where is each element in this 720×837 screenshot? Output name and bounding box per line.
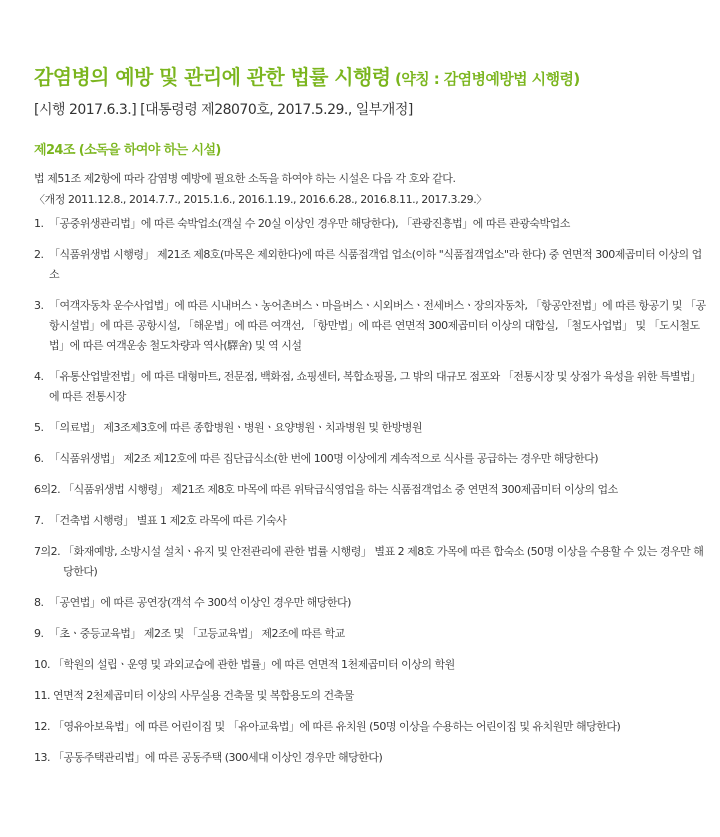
- law-title: [34, 64, 714, 92]
- article-item: [34, 542, 710, 582]
- article-item: [34, 418, 710, 438]
- article-item-text: 연면적 2천제곱미터 이상의 사무실용 건축물 및 복합용도의 건축물: [53, 689, 354, 702]
- article-item-text: 「공동주택관리법」에 따른 공동주택 (300세대 이상인 경우만 해당한다): [53, 751, 383, 764]
- article-item: [34, 686, 710, 706]
- law-history: [시행 2017.6.3.] [대통령령 제28070호, 2017.5.29., 일부개정]: [34, 102, 413, 118]
- article-item-number: 7.: [34, 514, 44, 527]
- article-item-number: 11.: [34, 689, 50, 702]
- article-item: [34, 624, 710, 644]
- article-intro: [34, 168, 714, 210]
- article-item-text: 「공중위생관리법」에 따른 숙박업소(객실 수 20실 이상인 경우만 해당한다), 「관광진흥법」에 따른 관광숙박업소: [49, 217, 570, 230]
- article-item-text: 「의료법」 제3조제3호에 따른 종합병원ㆍ병원ㆍ요양병원ㆍ치과병원 및 한방병원: [49, 421, 423, 434]
- article-item-number: 13.: [34, 751, 50, 764]
- article-heading: 제24조 (소독을 하여야 하는 시설): [34, 143, 221, 158]
- article-item: [34, 593, 710, 613]
- article-intro-line: 법 제51조 제2항에 따라 감염병 예방에 필요한 소독을 하여야 하는 시설은 다음 각 호와 같다.: [34, 172, 456, 185]
- article-item-number: 1.: [34, 217, 44, 230]
- article-item-number: 6의2.: [34, 483, 61, 496]
- law-alias: (약칭 : 감염병예방법 시행령): [390, 70, 580, 88]
- article-item: [34, 511, 710, 531]
- article-item: [34, 367, 710, 407]
- article-item: [34, 748, 710, 768]
- article-item-number: 4.: [34, 370, 44, 383]
- article-item-number: 5.: [34, 421, 44, 434]
- article-item: [34, 245, 710, 285]
- article-item: [34, 449, 710, 469]
- article-item-text: 「학원의 설립ㆍ운영 및 과외교습에 관한 법률」에 따른 연면적 1천제곱미터 이상의 학원: [53, 658, 455, 671]
- article-item-text: 「영유아보육법」에 따른 어린이집 및 「유아교육법」에 따른 유치원 (50명 이상을 수용하는 어린이집 및 유치원만 해당한다): [53, 720, 621, 733]
- article-item-number: 2.: [34, 248, 44, 261]
- article-item-text: 「초ㆍ중등교육법」 제2조 및 「고등교육법」 제2조에 따른 학교: [49, 627, 345, 640]
- article-amendment-note: 〈개정 2011.12.8., 2014.7.7., 2015.1.6., 2016.1.19., 2016.6.28., 2016.8.11., 2017.3.29.〉: [34, 193, 487, 206]
- article-item: [34, 480, 710, 500]
- article-item: [34, 214, 710, 234]
- article-item-number: 6.: [34, 452, 44, 465]
- article-item-text: 「화재예방, 소방시설 설치ㆍ유지 및 안전관리에 관한 법률 시행령」 별표 2 제8호 가목에 따른 합숙소 (50명 이상을 수용할 수 있는 경우만 해당한다): [63, 545, 704, 578]
- article-item-number: 10.: [34, 658, 50, 671]
- article-item-text: 「공연법」에 따른 공연장(객석 수 300석 이상인 경우만 해당한다): [49, 596, 351, 609]
- article-item-text: 「식품위생법 시행령」 제21조 제8호(마목은 제외한다)에 따른 식품접객업 업소(이하 "식품접객업소"라 한다) 중 연면적 300제곱미터 이상의 업소: [49, 248, 702, 281]
- article-item-text: 「여객자동차 운수사업법」에 따른 시내버스ㆍ농어촌버스ㆍ마을버스ㆍ시외버스ㆍ전세버스ㆍ장의자동차, 「항공안전법」에 따른 항공기 및 「공항시설법」에 따른 공항시설, 「해운법」에 따른 여객선, 「항만법」에 따른 연면적 300제곱미터 이상의 대합실, 「철도사업법」 및 「도시철도법」에 따른 여객운송 철도차량과 역사(驛舍) 및 역 시설: [49, 299, 706, 352]
- article-item-text: 「식품위생법 시행령」 제21조 제8호 마목에 따른 위탁급식영업을 하는 식품접객업소 중 연면적 300제곱미터 이상의 업소: [63, 483, 618, 496]
- article-item-number: 3.: [34, 299, 44, 312]
- article-item-text: 「식품위생법」 제2조 제12호에 따른 집단급식소(한 번에 100명 이상에게 계속적으로 식사를 공급하는 경우만 해당한다): [49, 452, 599, 465]
- article-item-text: 「건축법 시행령」 별표 1 제2호 라목에 따른 기숙사: [49, 514, 287, 527]
- article-item-number: 12.: [34, 720, 50, 733]
- article-item: [34, 655, 710, 675]
- article-item: [34, 717, 710, 737]
- article-item-number: 9.: [34, 627, 44, 640]
- article-item-text: 「유통산업발전법」에 따른 대형마트, 전문점, 백화점, 쇼핑센터, 복합쇼핑몰, 그 밖의 대규모 점포와 「전통시장 및 상점가 육성을 위한 특별법」에 따른 전통시장: [49, 370, 701, 403]
- article-item-list: [34, 214, 710, 779]
- law-title-text: 감염병의 예방 및 관리에 관한 법률 시행령: [34, 65, 391, 89]
- article-item: [34, 296, 710, 356]
- article-item-number: 8.: [34, 596, 44, 609]
- article-item-number: 7의2.: [34, 545, 61, 558]
